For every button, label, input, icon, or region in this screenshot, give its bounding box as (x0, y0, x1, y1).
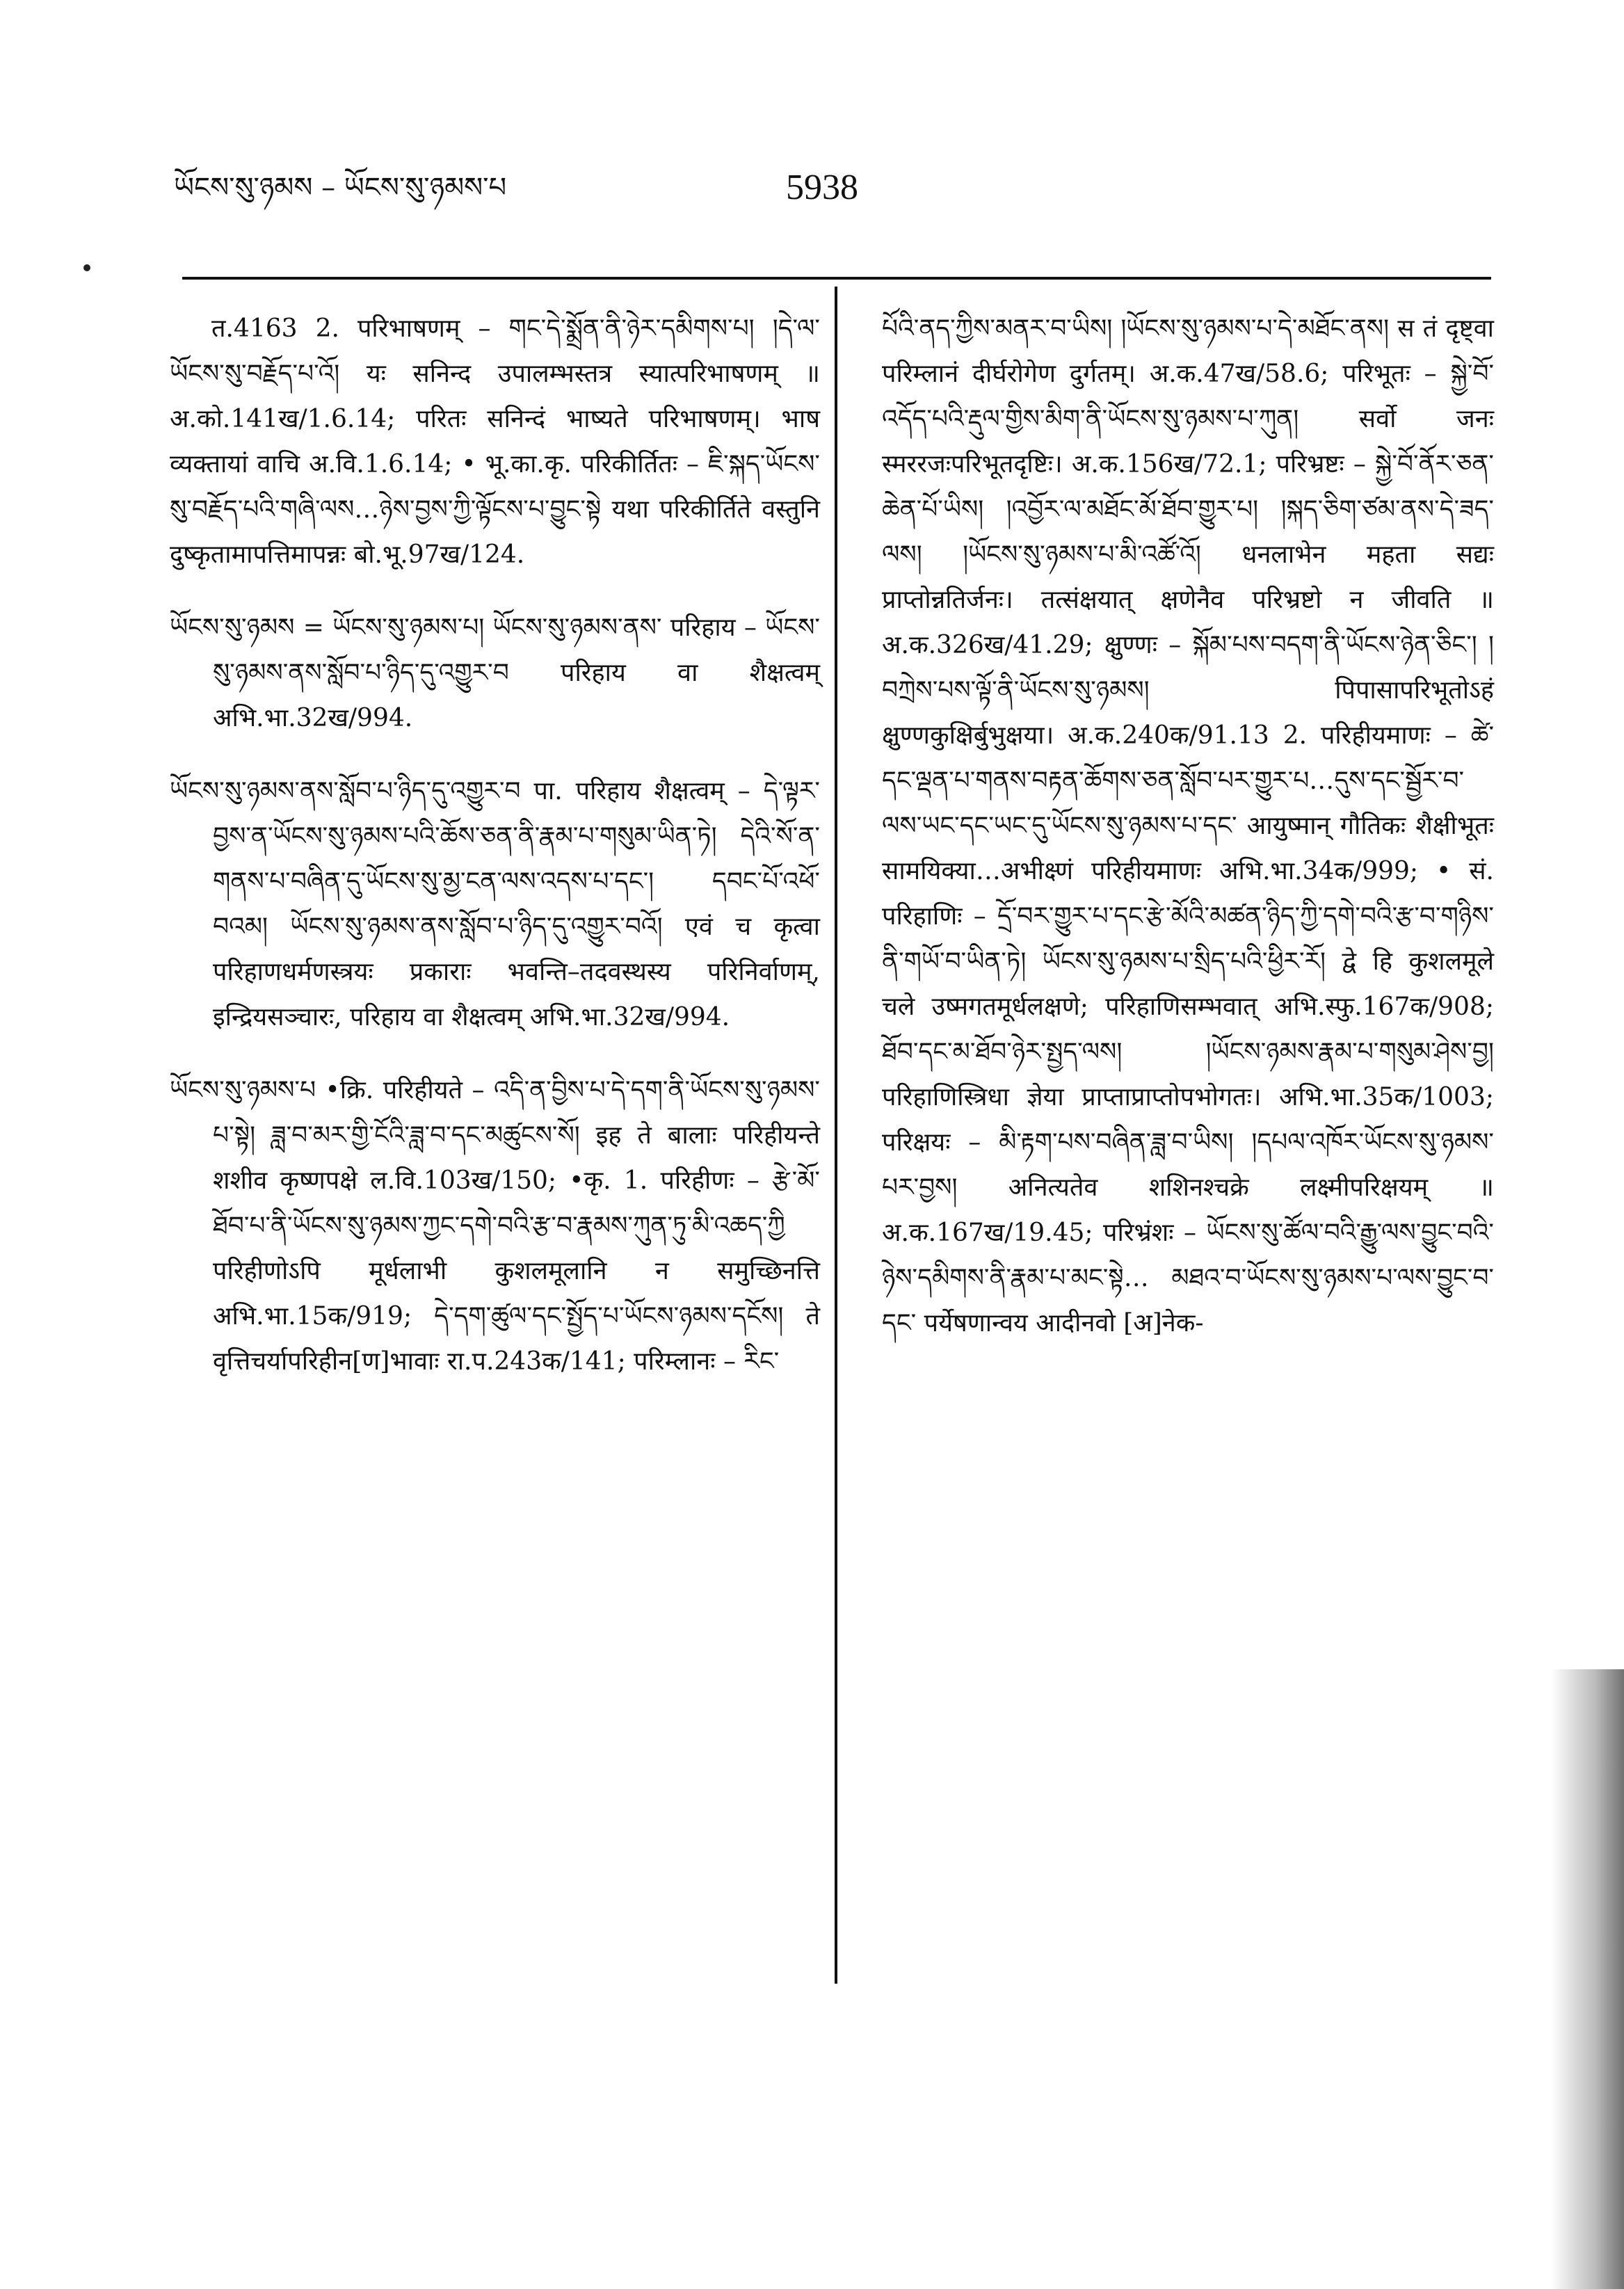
left-column (170, 306, 820, 1412)
entry-continuation-right: པོའི་ནད་ཀྱིས་མནར་བ་ཡིས། །ཡོངས་སུ་ཉམས་པ་དེ་མཐོང་ནས། स तं दृष्ट्वा परिम्लानं दीर्घरोगेण दुर्गतम्। अ.क.47ख/58.6; परिभूतः – སྐྱེ་བོ་འདོད་པའི་རྡུལ་གྱིས་མིག་ནི་ཡོངས་སུ་ཉམས་པ་ཀུན། सर्वो जनः स्मररजःपरिभूतदृष्टिः। अ.क.156ख/72.1; परिभ्रष्टः – སྐྱེ་བོ་ནོར་ཅན་ཆེན་པོ་ཡིས། །འབྱོར་ལ་མཐོང་མོ་ཐོབ་གྱུར་པ། །སྐད་ཅིག་ཙམ་ནས་དེ་ཟད་ལས། །ཡོངས་སུ་ཉམས་པ་མི་འཚོ་འོ། धनलाभेन महता सद्यः प्राप्तोन्नतिर्जनः। तत्संक्षयात् क्षणेनैव परिभ्रष्टो न जीवति ॥ अ.क.326ख/41.29; क्षुण्णः – སྐོམ་པས་བདག་ནི་ཡོངས་ཉེན་ཅིང་། །བཀྲེས་པས་ལྟོ་ནི་ཡོངས་སུ་ཉམས། पिपासापरिभूतोऽहं क्षुण्णकुक्षिर्बुभुक्षया। अ.क.240क/91.13 2. परिहीयमाणः – ཚེ་དང་ལྡན་པ་གནས་བརྟན་ཆོགས་ཅན་སློབ་པར་གྱུར་པ…དུས་དང་སྦྱོར་བ་ལས་ཡང་དང་ཡང་དུ་ཡོངས་སུ་ཉམས་པ་དང་ आयुष्मान् गौतिकः शैक्षीभूतः सामयिक्या…अभीक्ष्णं परिहीयमाणः अभि.भा.34क/999; • सं. परिहाणिः – དྲོ་བར་གྱུར་པ་དང་རྩེ་མོའི་མཚན་ཉིད་ཀྱི་དགེ་བའི་རྩ་བ་གཉིས་ནི་གཡོ་བ་ཡིན་ཏེ། ཡོངས་སུ་ཉམས་པ་སྲིད་པའི་ཕྱིར་རོ། द्वे हि कुशलमूले चले उष्मगतमूर्धलक्षणे; परिहाणिसम्भवात् अभि.स्फु.167क/908; ཐོབ་དང་མ་ཐོབ་ཉེར་སྤྱད་ལས། །ཡོངས་ཉམས་རྣམ་པ་གསུམ་ཤེས་བྱ། परिहाणिस्त्रिधा ज्ञेया प्राप्ताप्राप्तोपभोगतः। अभि.भा.35क/1003; परिक्षयः – མི་རྟག་པས་བཞིན་ཟླ་བ་ཡིས། །དཔལ་འཁོར་ཡོངས་སུ་ཉམས་པར་བྱས། अनित्यतेव शशिनश्चक्रे लक्ष्मीपरिक्षयम् ॥ अ.क.167ख/19.45; परिभ्रंशः – ཡོངས་སུ་ཚོལ་བའི་རྒྱུ་ལས་བྱུང་བའི་ཉེས་དམིགས་ནི་རྣམ་པ་མང་སྟེ… མཐའ་བ་ཡོངས་སུ་ཉམས་པ་ལས་བྱུང་བ་དང་ पर्येषणान्वय आदीनवो [अ]नेक- (882, 314, 1494, 1338)
scan-edge-shadow (1551, 1669, 1624, 2289)
column-divider (835, 287, 837, 1984)
entry-continuation: त.4163 2. परिभाषणम् – གང་དེ་སྨྲོན་ནི་ཉེར་དམིགས་པ། །དེ་ལ་ཡོངས་སུ་བརྗོད་པ་འོ། यः सनिन्द उपालम्भस्तत्र स्यात्परिभाषणम् ॥ अ.को.141ख/1.6.14; परितः सनिन्दं भाष्यते परिभाषणम्। भाष व्यक्तायां वाचि अ.वि.1.6.14; • भू.का.कृ. परिकीर्तितः – ཇི་སྐད་ཡོངས་སུ་བརྗོད་པའི་གཞི་ལས…ཉེས་བྱས་ཀྱི་ལྟོངས་པ་བྱུང་སྟེ यथा परिकीर्तिते वस्तुनि दुष्कृतामापत्तिमापन्नः बो.भू.97ख/124. (170, 314, 820, 569)
page-header (0, 0, 1624, 264)
entry-yongs-su-nyams: ཡོངས་སུ་ཉམས = ཡོངས་སུ་ཉམས་པ། ཡོངས་སུ་ཉམས་ནས་ परिहाय – ཡོངས་སུ་ཉམས་ནས་སློབ་པ་ཉིད་དུ་འགྱུར་བ परिहाय वा शैक्षत्वम् अभि.भा.32ख/994. (170, 613, 820, 732)
right-column (882, 306, 1494, 1346)
entry-yongs-su-nyams-nas-slob-pa: ཡོངས་སུ་ཉམས་ནས་སློབ་པ་ཉིད་དུ་འགྱུར་བ पा. परिहाय शैक्षत्वम् – དེ་ལྟར་བྱས་ན་ཡོངས་སུ་ཉམས་པའི་ཆོས་ཅན་ནི་རྣམ་པ་གསུམ་ཡིན་ཏེ། དེའི་སོ་ན་གནས་པ་བཞིན་དུ་ཡོངས་སུ་མྱ་ངན་ལས་འདས་པ་དང་། དབང་པོ་འཕོ་བའམ། ཡོངས་སུ་ཉམས་ནས་སློབ་པ་ཉིད་དུ་འགྱུར་བའོ། एवं च कृत्वा परिहाणधर्मणस्त्रयः प्रकाराः भवन्ति–तदवस्थस्य परिनिर्वाणम्, इन्द्रियसञ्चारः, परिहाय वा शैक्षत्वम् अभि.भा.32ख/994. (170, 777, 820, 1031)
entry-yongs-su-nyams-pa: ཡོངས་སུ་ཉམས་པ •क्रि. परिहीयते – འདི་ན་བྱིས་པ་དེ་དག་ནི་ཡོངས་སུ་ཉམས་པ་སྟེ། ཟླ་བ་མར་གྱི་ངོའི་ཟླ་བ་དང་མཚུངས་སོ། इह ते बालाः परिहीयन्ते शशीव कृष्णपक्षे ल.वि.103ख/150; •कृ. 1. परिहीणः – རྩེ་མོ་ཐོབ་པ་ནི་ཡོངས་སུ་ཉམས་ཀྱང་དགེ་བའི་རྩ་བ་རྣམས་ཀུན་ཏུ་མི་འཆད་ཀྱི परिहीणोऽपि मूर्धलाभी कुशलमूलानि न समुच्छिनत्ति अभि.भा.15क/919; དེ་དག་ཚུལ་དང་སྤྱོད་པ་ཡོངས་ཉམས་དངོས། ते वृत्तिचर्यापरिहीन[ण]भावाः रा.प.243क/141; परिम्लानः – རིང་ (170, 1076, 820, 1376)
print-speck (83, 264, 90, 271)
header-rule (182, 277, 1491, 280)
page-number: 5938 (786, 168, 858, 207)
running-head: ཡོངས་སུ་ཉམས – ཡོངས་སུ་ཉམས་པ (174, 172, 507, 204)
